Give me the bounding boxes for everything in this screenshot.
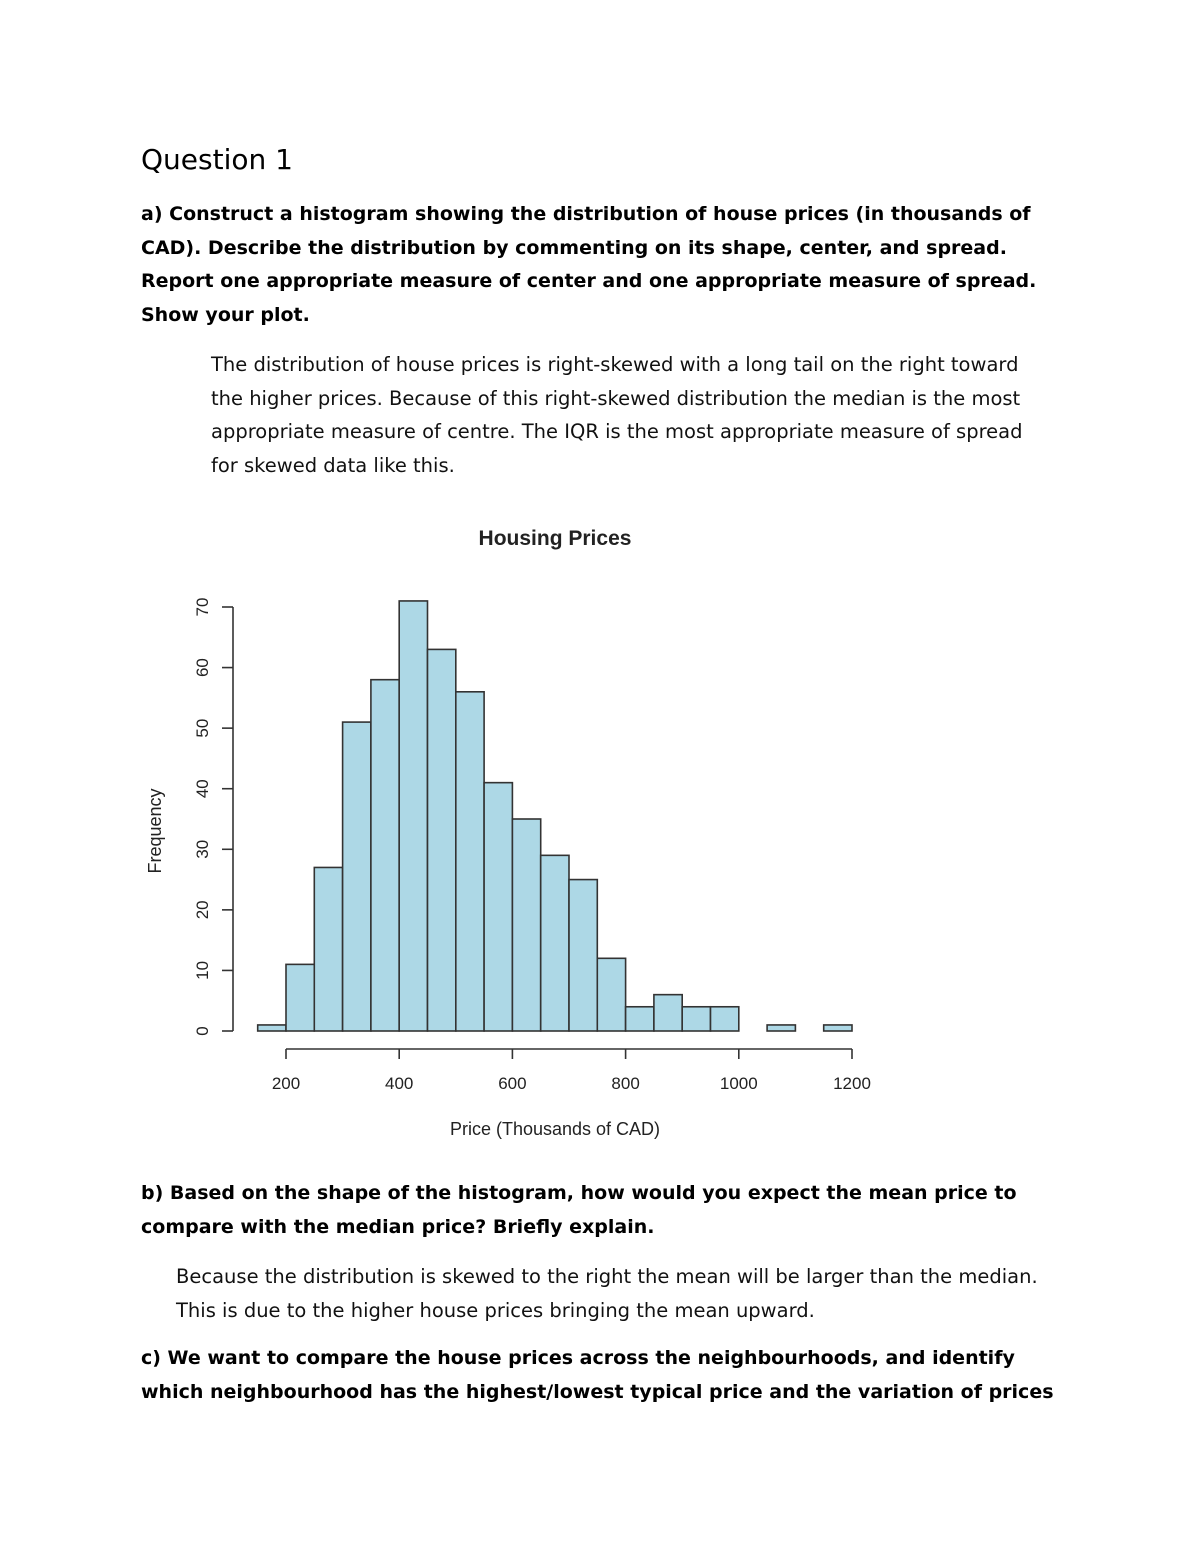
part-a-question <box>141 198 1061 332</box>
x-axis <box>272 1049 871 1093</box>
y-tick-label: 0 <box>193 1026 212 1036</box>
x-axis-label: Price (Thousands of CAD) <box>449 1119 661 1139</box>
part-c-question <box>141 1342 1061 1409</box>
chart-title: Housing Prices <box>478 527 632 550</box>
x-tick-label: 800 <box>611 1074 640 1093</box>
part-a-question-line: Show your plot. <box>141 303 310 326</box>
histogram-bar <box>371 680 399 1031</box>
part-a-answer-line: the higher prices. Because of this right-skewed distribution the median is the most <box>211 386 1021 410</box>
x-tick-label: 1200 <box>833 1074 871 1093</box>
histogram-bar <box>824 1025 852 1031</box>
part-a-question-line: a) Construct a histogram showing the distribution of house prices (in thousands of <box>141 203 1031 225</box>
histogram-bar <box>682 1007 710 1031</box>
y-tick-label: 20 <box>193 900 212 920</box>
histogram-bar <box>569 880 597 1031</box>
histogram-bar <box>484 783 512 1031</box>
histogram-bar <box>286 964 314 1031</box>
histogram-svg <box>130 515 900 1155</box>
part-a-question-line: Report one appropriate measure of center and one appropriate measure of spread. <box>141 270 1037 292</box>
histogram-bar <box>343 722 371 1031</box>
y-tick-label: 60 <box>193 658 212 678</box>
y-axis <box>193 598 233 1036</box>
part-b-question-line: b) Based on the shape of the histogram, how would you expect the mean price to <box>141 1182 1017 1204</box>
histogram-bar <box>456 692 484 1031</box>
part-b-answer-line: This is due to the higher house prices bringing the mean upward. <box>176 1298 815 1322</box>
part-a-answer <box>211 348 1023 482</box>
y-axis-label: Frequency <box>145 788 165 874</box>
part-a-answer-line: appropriate measure of centre. The IQR is the most appropriate measure of spread <box>211 420 1023 443</box>
part-c-question-line: which neighbourhood has the highest/lowest typical price and the variation of prices <box>141 1380 1054 1403</box>
part-c-question-line: c) We want to compare the house prices across the neighbourhoods, and identify <box>141 1347 1015 1369</box>
y-tick-label: 70 <box>193 597 212 617</box>
y-tick-label: 50 <box>193 718 212 738</box>
part-b-answer <box>176 1260 1038 1327</box>
part-b-question <box>141 1177 1061 1244</box>
question-heading: Question 1 <box>141 143 293 176</box>
part-a-answer-line: for skewed data like this. <box>211 453 455 477</box>
histogram-chart <box>130 515 900 1155</box>
x-tick-label: 1000 <box>719 1074 758 1093</box>
histogram-bar <box>399 601 427 1031</box>
histogram-bar <box>767 1025 795 1031</box>
y-tick-label: 10 <box>193 960 212 980</box>
histogram-bar <box>597 958 625 1031</box>
histogram-bar <box>626 1007 654 1031</box>
part-a-question-line: CAD). Describe the distribution by commenting on its shape, center, and spread. <box>141 236 1007 259</box>
histogram-bar <box>654 995 682 1031</box>
y-tick-label: 40 <box>193 779 212 799</box>
x-tick-label: 600 <box>498 1074 527 1093</box>
y-tick-label: 30 <box>193 839 212 859</box>
x-tick-label: 200 <box>271 1074 301 1093</box>
part-b-answer-line: Because the distribution is skewed to the right the mean will be larger than the median. <box>176 1265 1038 1288</box>
part-b-question-line: compare with the median price? Briefly explain. <box>141 1215 655 1238</box>
histogram-bar <box>512 819 540 1031</box>
x-tick-label: 400 <box>385 1074 414 1093</box>
histogram-bar <box>428 649 456 1031</box>
histogram-bar <box>541 855 569 1031</box>
histogram-bar <box>314 867 342 1031</box>
part-a-answer-line: The distribution of house prices is right-skewed with a long tail on the right toward <box>211 353 1019 376</box>
histogram-bars <box>258 601 852 1031</box>
histogram-bar <box>711 1007 739 1031</box>
histogram-bar <box>258 1025 286 1031</box>
